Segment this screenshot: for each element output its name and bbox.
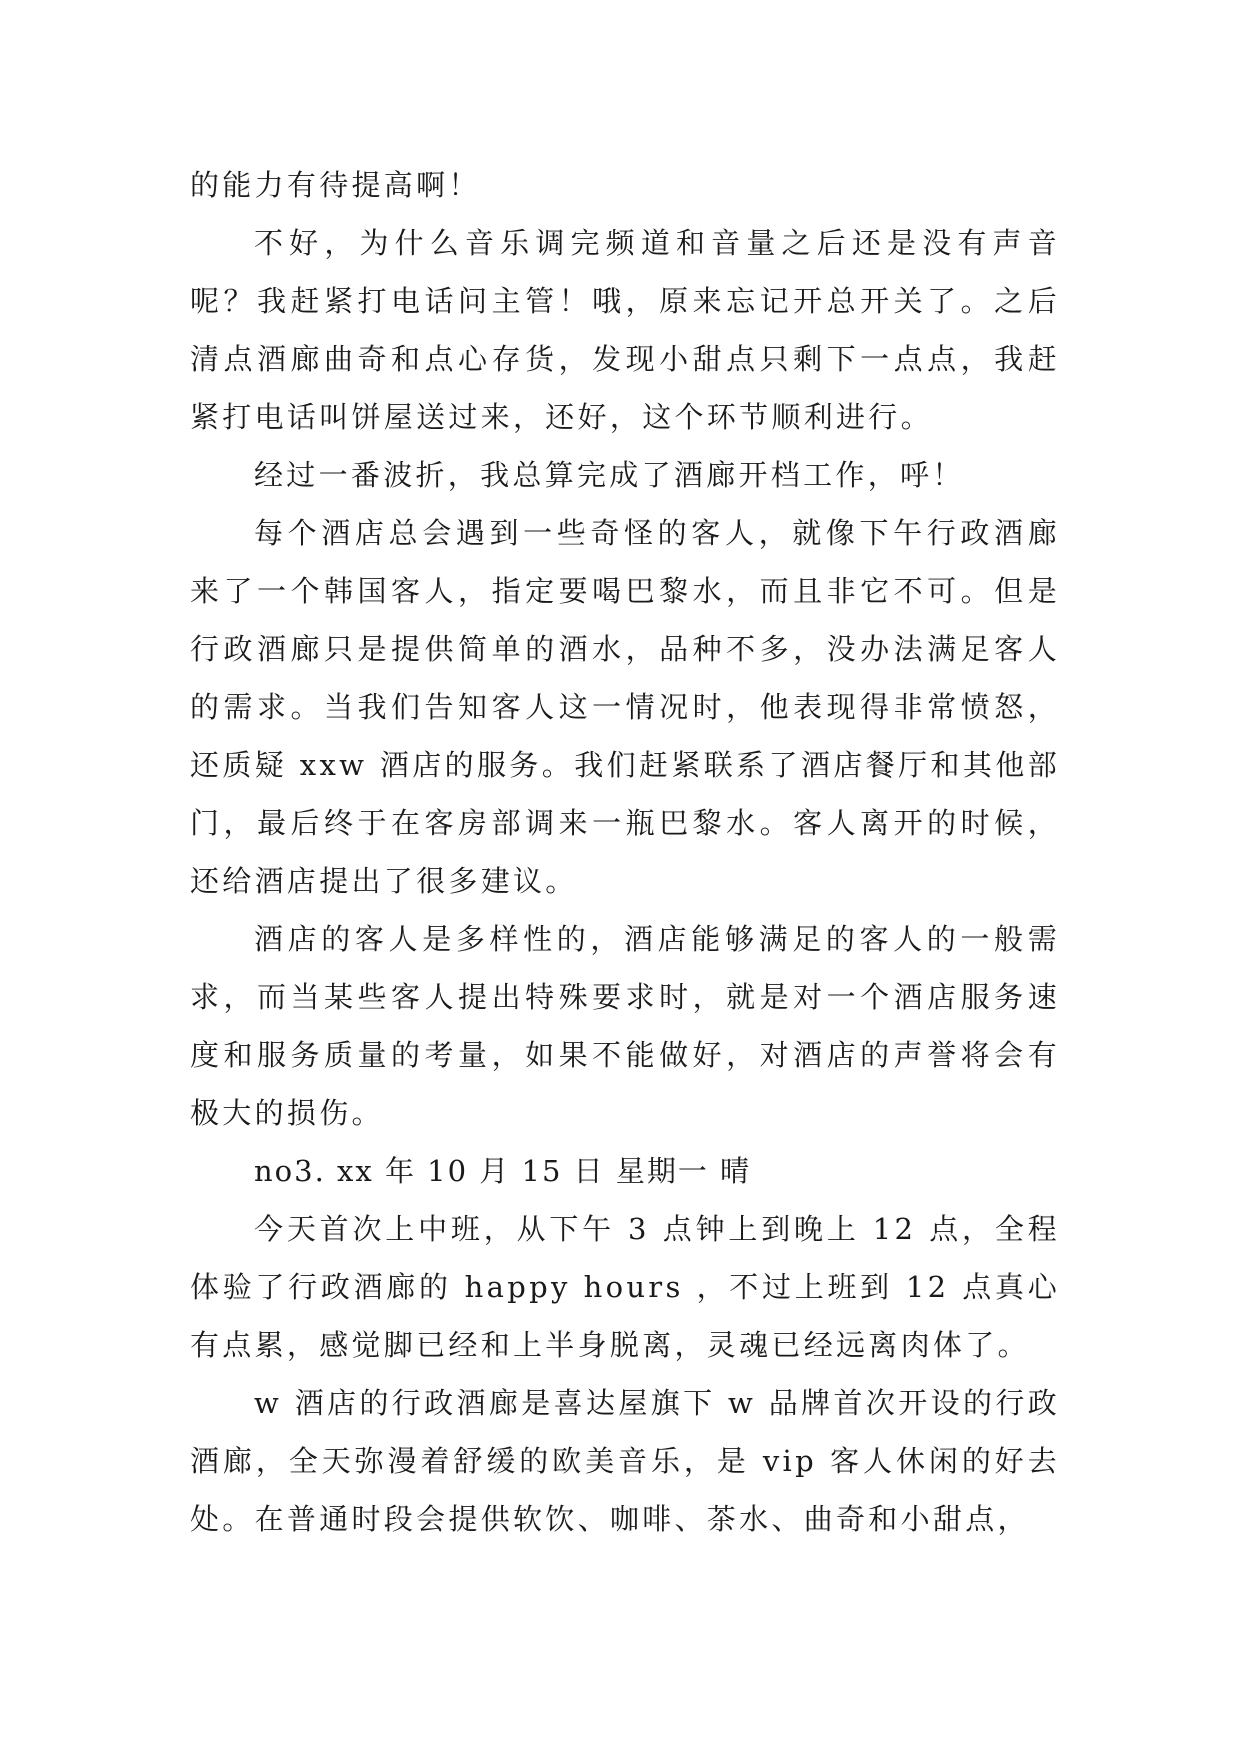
paragraph-continuation: 的能力有待提高啊！ [190, 168, 481, 202]
paragraph-guest-diversity: 酒店的客人是多样性的，酒店能够满足的客人的一般需求，而当某些客人提出特殊要求时，就是对一个酒店服务速度和服务质量的考量，如果不能做好，对酒店的声誉将会有极大的损伤。 [190, 922, 1060, 1130]
paragraph-music-issue: 不好，为什么音乐调完频道和音量之后还是没有声音呢？我赶紧打电话问主管！哦，原来忘记开总开关了。之后清点酒廊曲奇和点心存货，发现小甜点只剩下一点点，我赶紧打电话叫饼屋送过来，还好，这个环节顺利进行。 [190, 226, 1060, 434]
diary-entry-heading: no3. xx 年 10 月 15 日 星期一 晴 [254, 1154, 752, 1188]
document-body [190, 156, 1060, 1548]
paragraph-lounge-description: w 酒店的行政酒廊是喜达屋旗下 w 品牌首次开设的行政酒廊，全天弥漫着舒缓的欧美音乐，是 vip 客人休闲的好去处。在普通时段会提供软饮、咖啡、茶水、曲奇和小甜点， [190, 1386, 1060, 1536]
paragraph-middle-shift: 今天首次上中班，从下午 3 点钟上到晚上 12 点，全程体验了行政酒廊的 happy hours ，不过上班到 12 点真心有点累，感觉脚已经和上半身脱离，灵魂已经远离肉体了。 [190, 1212, 1060, 1362]
paragraph-korean-guest: 每个酒店总会遇到一些奇怪的客人，就像下午行政酒廊来了一个韩国客人，指定要喝巴黎水，而且非它不可。但是行政酒廊只是提供简单的酒水，品种不多，没办法满足客人的需求。当我们告知客人这一情况时，他表现得非常愤怒，还质疑 xxw 酒店的服务。我们赶紧联系了酒店餐厅和其他部门，最后终于在客房部调来一瓶巴黎水。客人离开的时候，还给酒店提出了很多建议。 [190, 516, 1060, 898]
paragraph-opening-done: 经过一番波折，我总算完成了酒廊开档工作，呼！ [254, 458, 965, 492]
